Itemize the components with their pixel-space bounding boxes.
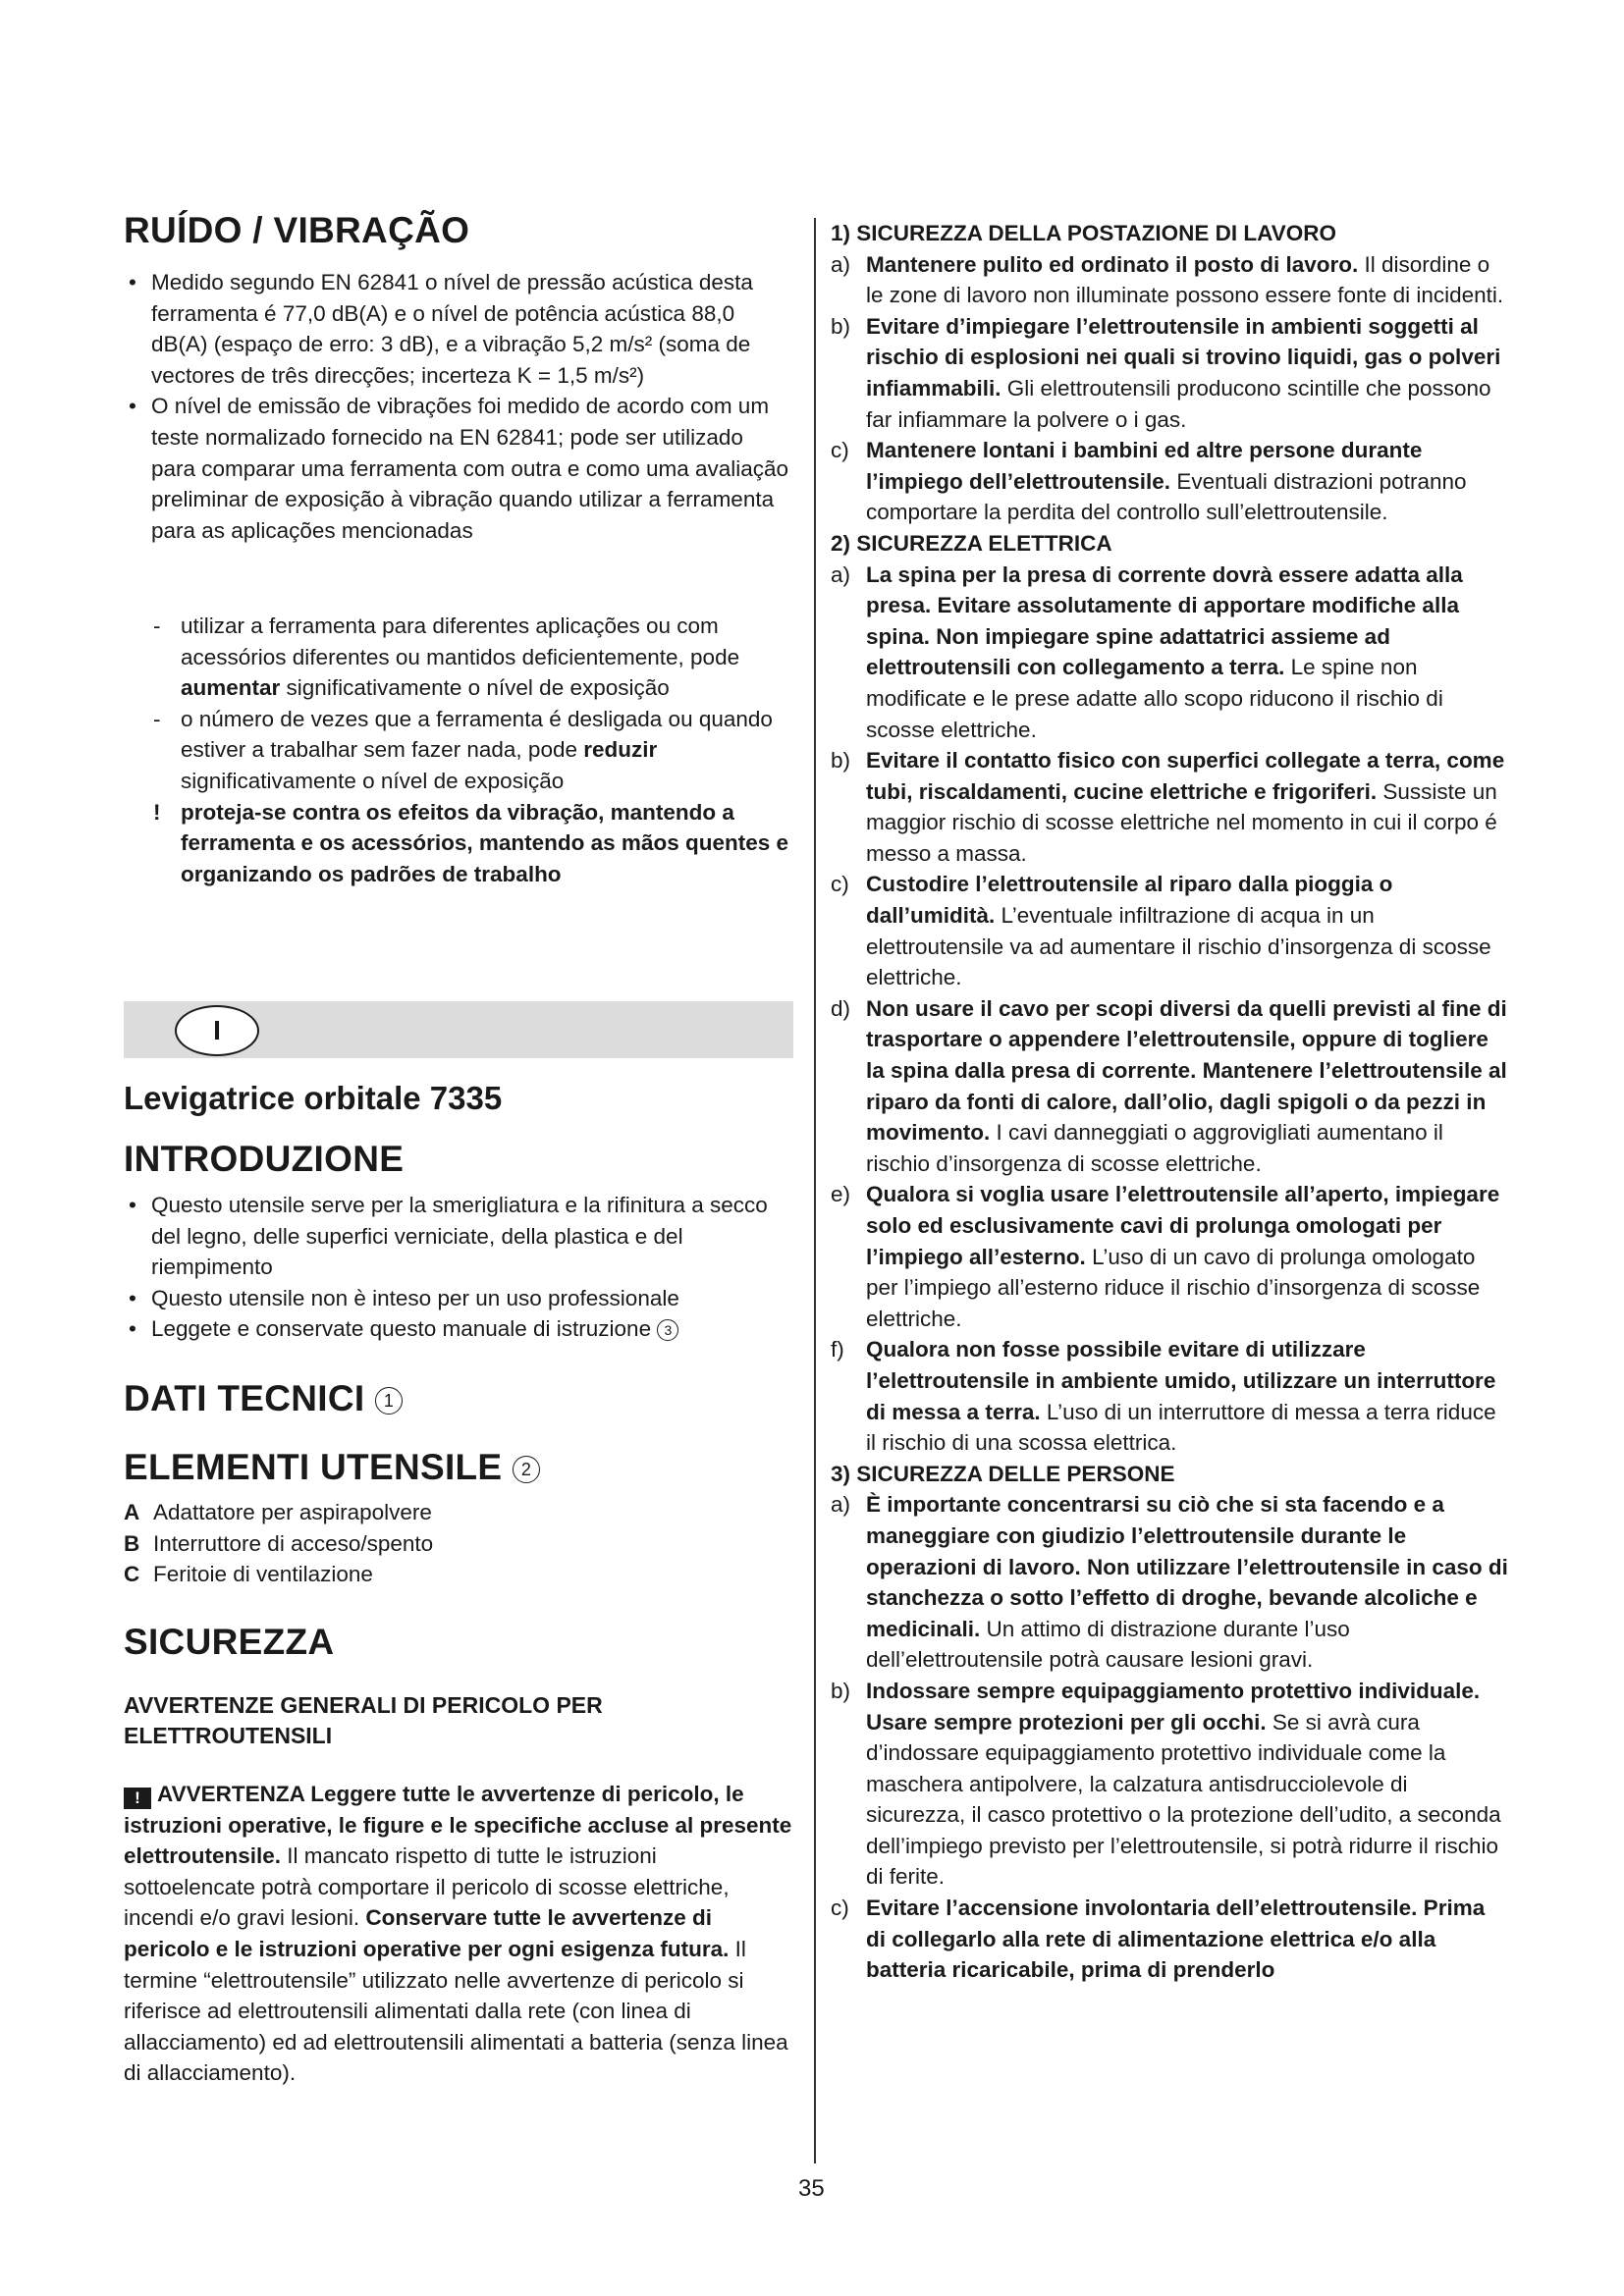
- list-item: - o número de vezes que a ferramenta é desligada ou quando estiver a trabalhar sem fazer nada, pode reduzir significativamente o nível de exposição: [124, 704, 793, 797]
- list-item: C Feritoie di ventilazione: [124, 1562, 373, 1587]
- list-item: - utilizar a ferramenta para diferentes aplicações ou com acessórios diferentes ou mantidos deficientemente, pode aumentar significativamente o nível de exposição: [124, 611, 793, 704]
- list-item: • O nível de emissão de vibrações foi medido de acordo com um teste normalizado fornecido na EN 62841; pode ser utilizado para comparar uma ferramenta com outra e como uma avaliação preliminar de exposição à vibração quando utilizar a ferramenta para as aplicações mencionadas: [124, 391, 793, 546]
- warning-triangle-icon: !: [124, 1788, 151, 1809]
- section-title: 3) SICUREZZA DELLE PERSONE: [831, 1461, 1175, 1486]
- technical-data-title: DATI TECNICI 1: [124, 1378, 403, 1419]
- elements-list: [124, 1497, 793, 1590]
- list-item: e) Qualora si voglia usare l’elettroutensile all’aperto, impiegare solo ed esclusivamente cavi di prolunga omologati per l’impiego all’esterno. L’uso di un cavo di prolunga omologato per l’impiego all’esterno riduce il rischio d’insorgenza di scosse elettriche.: [831, 1182, 1500, 1331]
- reference-2: 2: [513, 1456, 540, 1483]
- section-workplace-safety: [831, 218, 1508, 1986]
- language-badge: I: [175, 1005, 259, 1056]
- list-item: c) Mantenere lontani i bambini ed altre persone durante l’impiego dell’elettroutensile. Eventuali distrazioni potranno comportare la perdita del controllo sull’elettroutensile.: [831, 438, 1467, 525]
- intro-title: INTRODUZIONE: [124, 1139, 405, 1179]
- list-item: b) Indossare sempre equipaggiamento protettivo individuale. Usare sempre protezioni per gli occhi. Se si avrà cura d’indossare equipaggiamento protettivo individuale come la maschera antipolvere, la calzatura antisdrucciolevole di sicurezza, il casco protettivo o la protezione dell’udito, a seconda dell’impiego previsto per l’elettroutensile, si potrà ridurre il rischio di ferite.: [831, 1678, 1501, 1890]
- reference-3: 3: [657, 1319, 678, 1341]
- list-item: a) È importante concentrarsi su ciò che si sta facendo e a maneggiare con giudizio l’elettroutensile durante le operazioni di lavoro. Non utilizzare l’elettroutensile in caso di stanchezza o sotto l’effetto di droghe, bevande alcoliche e medicinali. Un attimo di distrazione durante l’uso dell’elettroutensile potrà causare lesioni gravi.: [831, 1492, 1508, 1673]
- product-title: Levigatrice orbitale 7335: [124, 1080, 503, 1116]
- language-bar: [124, 1001, 793, 1058]
- tool-elements-title: ELEMENTI UTENSILE 2: [124, 1447, 540, 1488]
- section-title: 2) SICUREZZA ELETTRICA: [831, 530, 1112, 556]
- page-number: 35: [798, 2175, 825, 2202]
- noise-bullet-list: [124, 267, 793, 546]
- list-item: f) Qualora non fosse possibile evitare di utilizzare l’elettroutensile in ambiente umido, utilizzare un interruttore di messa a terra. L’uso di un interruttore di messa a terra riduce il rischio di una scossa elettrica.: [831, 1337, 1496, 1456]
- list-item: a) La spina per la presa di corrente dovrà essere adatta alla presa. Evitare assolutamente di apportare modifiche alla spina. Non impiegare spine adattatrici assieme ad elettroutensili con collegamento a terra. Le spine non modificate e le prese adatte allo scopo riducono il rischio di scosse elettriche.: [831, 561, 1463, 742]
- list-item: d) Non usare il cavo per scopi diversi da quelli previsti al fine di trasportare o appendere l’elettroutensile, oppure di togliere la spina dalla presa di corrente. Mantenere l’elettroutensile al riparo da fonti di calore, dall’olio, dagli spigoli o da pezzi in movimento. I cavi danneggiati o aggrovigliati aumentano il rischio d’insorgenza di scosse elettriche.: [831, 995, 1507, 1176]
- safety-title: SICUREZZA: [124, 1622, 335, 1662]
- list-item: c) Evitare l’accensione involontaria dell’elettroutensile. Prima di collegarlo alla rete di alimentazione elettrica e/o alla batteria ricaricabile, prima di prenderlo: [831, 1896, 1486, 1983]
- list-item: B Interruttore di acceso/spento: [124, 1530, 434, 1556]
- list-item: a) Mantenere pulito ed ordinato il posto di lavoro. Il disordine o le zone di lavoro non illuminate possono essere fonte di incidenti.: [831, 251, 1504, 308]
- dash-list: [124, 611, 793, 889]
- list-item: A Adattatore per aspirapolvere: [124, 1500, 432, 1524]
- warning-paragraph: ! AVVERTENZA Leggere tutte le avvertenze di pericolo, le istruzioni operative, le figure e le specifiche accluse al presente elettroutensile. Il mancato rispetto di tutte le istruzioni sottoelencate potrà comportare il pericolo di scosse elettriche, incendi e/o gravi lesioni. Conservare tutte le avvertenze di pericolo e le istruzioni operative per ogni esigenza futura. Il termine “elettroutensile” utilizzato nelle avvertenze di pericolo si riferisce ad elettroutensili alimentati dalla rete (con linea di allacciamento) ed ad elettroutensili alimentati a batteria (senza linea di allacciamento).: [124, 1782, 792, 2086]
- list-item: b) Evitare d’impiegare l’elettroutensile in ambienti soggetti al rischio di esplosioni nei quali si trovino liquidi, gas o polveri infiammabili. Gli elettroutensili producono scintille che possono far infiammare la polvere o i gas.: [831, 313, 1501, 432]
- general-warnings-title: AVVERTENZE GENERALI DI PERICOLO PER ELETTROUTENSILI: [124, 1692, 603, 1748]
- list-item: • Questo utensile serve per la smerigliatura e la rifinitura a secco del legno, delle superfici verniciate, della plastica e del riempimento: [124, 1190, 793, 1283]
- list-item: • Leggete e conservate questo manuale di istruzione 3: [124, 1313, 793, 1345]
- column-divider: [814, 218, 816, 2163]
- noise-vibration-title: RUÍDO / VIBRAÇÃO: [124, 210, 470, 250]
- intro-bullet-list: [124, 1190, 793, 1345]
- list-item: c) Custodire l’elettroutensile al riparo dalla pioggia o dall’umidità. L’eventuale infiltrazione di acqua in un elettroutensile va ad aumentare il rischio d’insorgenza di scosse elettriche.: [831, 872, 1491, 990]
- list-item: • Medido segundo EN 62841 o nível de pressão acústica desta ferramenta é 77,0 dB(A) e o nível de potência acústica 88,0 dB(A) (espaço de erro: 3 dB), e a vibração 5,2 m/s² (soma de vectores de três direcções; incerteza K = 1,5 m/s²): [124, 267, 793, 391]
- section-title: 1) SICUREZZA DELLA POSTAZIONE DI LAVORO: [831, 221, 1337, 245]
- reference-1: 1: [375, 1387, 403, 1415]
- vibration-warning: ! proteja-se contra os efeitos da vibração, mantendo a ferramenta e os acessórios, mantendo as mãos quentes e organizando os padrões de trabalho: [124, 797, 793, 890]
- list-item: • Questo utensile non è inteso per un uso professionale: [124, 1283, 793, 1314]
- list-item: b) Evitare il contatto fisico con superfici collegate a terra, come tubi, riscaldamenti, cucine elettriche e frigoriferi. Sussiste un maggior rischio di scosse elettriche nel momento in cui il corpo é messo a massa.: [831, 748, 1505, 866]
